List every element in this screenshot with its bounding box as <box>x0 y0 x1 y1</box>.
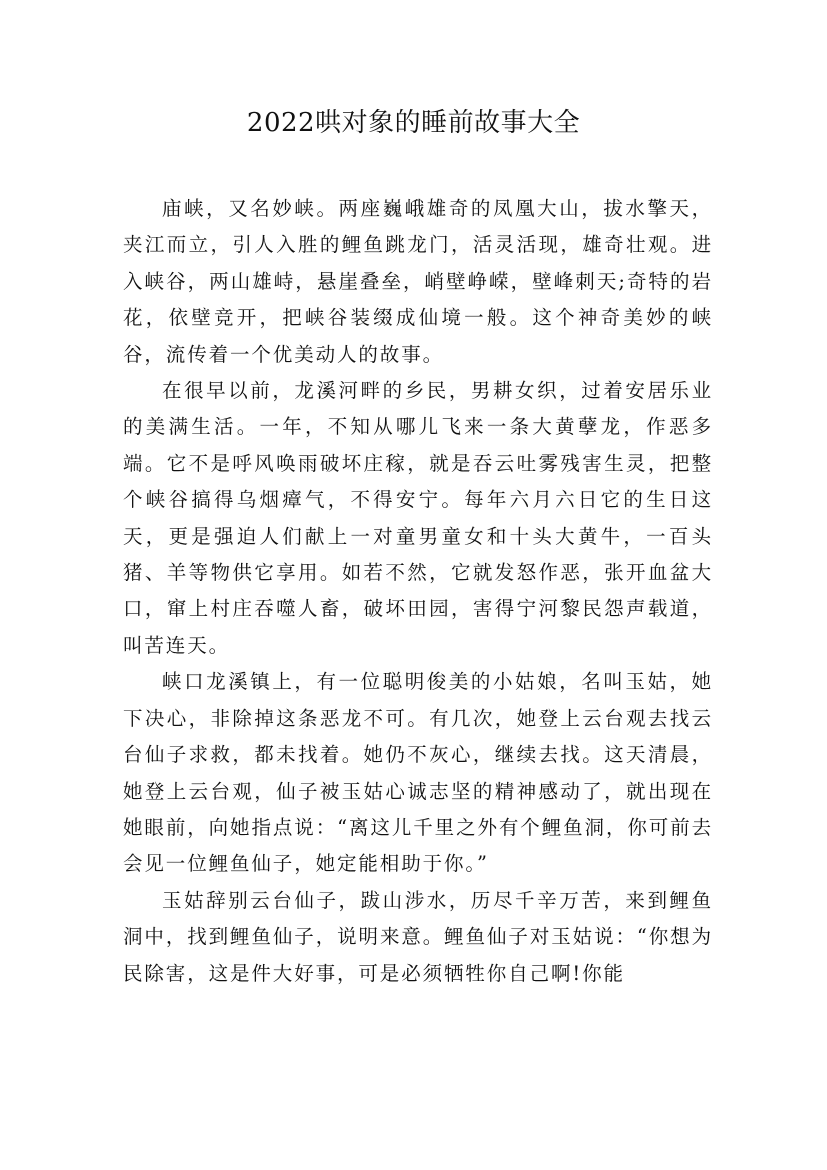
paragraph: 庙峡，又名妙峡。两座巍峨雄奇的凤凰大山，拔水擎天，夹江而立，引人入胜的鲤鱼跳龙门，活灵活现，雄奇壮观。进入峡谷，两山雄峙，悬崖叠垒，峭壁峥嵘，壁峰刺天;奇特的岩花，依壁竞开，把峡谷装缀成仙境一般。这个神奇美妙的峡谷，流传着一个优美动人的故事。 <box>123 197 713 366</box>
document-title: 2022哄对象的睡前故事大全 <box>246 108 581 138</box>
paragraph: 峡口龙溪镇上，有一位聪明俊美的小姑娘，名叫玉姑，她下决心，非除掉这条恶龙不可。有几次，她登上云台观去找云台仙子求救，都未找着。她仍不灰心，继续去找。这天清晨，她登上云台观，仙子被玉姑心诚志坚的精神感动了，就出现在她眼前，向她指点说：“离这儿千里之外有个鲤鱼洞，你可前去会见一位鲤鱼仙子，她定能相助于你。” <box>123 670 713 876</box>
document-body <box>123 191 713 992</box>
paragraph: 在很早以前，龙溪河畔的乡民，男耕女织，过着安居乐业的美满生活。一年，不知从哪儿飞来一条大黄孽龙，作恶多端。它不是呼风唤雨破坏庄稼，就是吞云吐雾残害生灵，把整个峡谷搞得乌烟瘴气，不得安宁。每年六月六日它的生日这天，更是强迫人们献上一对童男童女和十头大黄牛，一百头猪、羊等物供它享用。如若不然，它就发怒作恶，张开血盆大口，窜上村庄吞噬人畜，破坏田园，害得宁河黎民怨声载道，叫苦连天。 <box>123 379 713 657</box>
paragraph: 玉姑辞别云台仙子，跋山涉水，历尽千辛万苦，来到鲤鱼洞中，找到鲤鱼仙子，说明来意。鲤鱼仙子对玉姑说：“你想为民除害，这是件大好事，可是必须牺牲你自己啊!你能 <box>123 888 713 985</box>
